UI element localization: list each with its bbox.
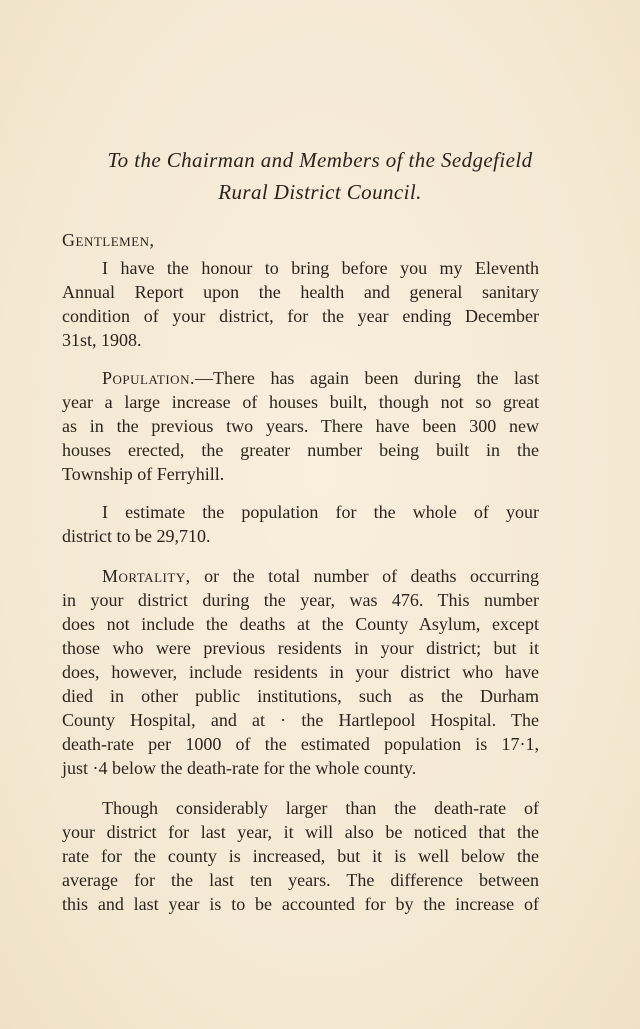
mortality-label: Mortality, <box>102 566 191 586</box>
population-label: Population. <box>102 368 195 388</box>
population-line: Township of Ferryhill. <box>62 464 225 484</box>
estimate-line: I estimate the population for the whole of your <box>102 502 539 522</box>
intro-line: I have the honour to bring before you my Eleventh <box>102 258 539 278</box>
though-line: rate for the county is increased, but it is well below the <box>62 846 539 866</box>
though-line: your district for last year, it will also be noticed that the <box>62 822 539 842</box>
mortality-line: in your district during the year, was 476. This number <box>62 590 539 610</box>
mortality-line: just ·4 below the death-rate for the whole county. <box>62 758 417 778</box>
mortality-line: died in other public institutions, such as the Durham <box>62 686 539 706</box>
intro-line: Annual Report upon the health and general sanitary <box>62 282 539 302</box>
mortality-line: those who were previous residents in your district; but it <box>62 638 539 658</box>
address-heading-line-2: Rural District Council. <box>218 180 422 204</box>
mortality-line: does not include the deaths at the County Asylum, except <box>62 614 539 634</box>
address-heading-line-1: To the Chairman and Members of the Sedgefield <box>107 148 533 172</box>
population-line: year a large increase of houses built, though not so great <box>62 392 539 412</box>
intro-line: condition of your district, for the year ending December <box>62 306 539 326</box>
mortality-first-line <box>102 564 539 588</box>
population-line: houses erected, the greater number being built in the <box>62 440 539 460</box>
intro-line: 31st, 1908. <box>62 330 142 350</box>
population-first-line-text: —There has again been during the last <box>194 368 539 388</box>
estimate-line: district to be 29,710. <box>62 526 211 546</box>
mortality-line: death-rate per 1000 of the estimated population is 17·1, <box>62 734 539 754</box>
salutation: Gentlemen, <box>62 230 155 250</box>
mortality-line: does, however, include residents in your district who have <box>62 662 539 682</box>
though-line: this and last year is to be accounted for by the increase of <box>62 894 539 914</box>
population-first-line <box>102 366 539 390</box>
mortality-first-line-text: or the total number of deaths occurring <box>190 566 539 586</box>
though-line: average for the last ten years. The difference between <box>62 870 539 890</box>
population-line: as in the previous two years. There have been 300 new <box>62 416 539 436</box>
though-line: Though considerably larger than the death-rate of <box>102 798 539 818</box>
mortality-line: County Hospital, and at · the Hartlepool Hospital. The <box>62 710 539 730</box>
